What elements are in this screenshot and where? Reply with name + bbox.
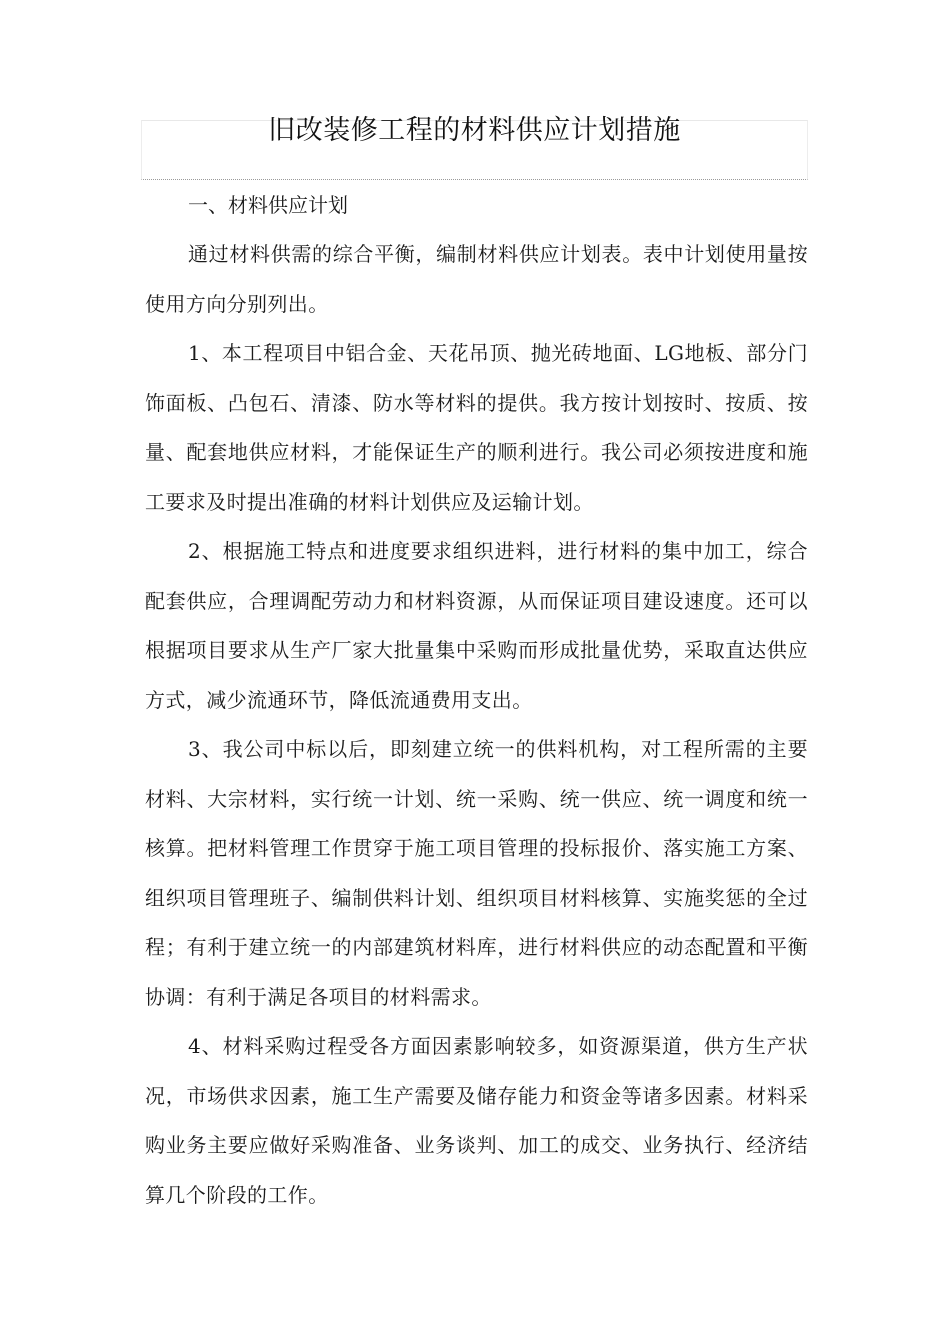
paragraph-item-2: 2、根据施工特点和进度要求组织进料，进行材料的集中加工，综合配套供应，合理调配劳动力和材料资源，从而保证项目建设速度。还可以根据项目要求从生产厂家大批量集中采购而形成批量优势，采取直达供应方式，减少流通环节，降低流通费用支出。 <box>145 539 808 712</box>
paragraph-item-1: 1、本工程项目中铝合金、天花吊顶、抛光砖地面、LG地板、部分门饰面板、凸包石、清漆、防水等材料的提供。我方按计划按时、按质、按量、配套地供应材料，才能保证生产的顺利进行。我公司必须按进度和施工要求及时提出准确的材料计划供应及运输计划。 <box>145 341 808 514</box>
paragraph-item-4: 4、材料采购过程受各方面因素影响较多，如资源渠道，供方生产状况，市场供求因素，施工生产需要及储存能力和资金等诸多因素。材料采购业务主要应做好采购准备、业务谈判、加工的成交、业务执行、经济结算几个阶段的工作。 <box>145 1034 808 1207</box>
paragraph-item-3: 3、我公司中标以后，即刻建立统一的供料机构，对工程所需的主要材料、大宗材料，实行统一计划、统一采购、统一供应、统一调度和统一核算。把材料管理工作贯穿于施工项目管理的投标报价、落实施工方案、组织项目管理班子、编制供料计划、组织项目材料核算、实施奖惩的全过程；有利于建立统一的内部建筑材料库，进行材料供应的动态配置和平衡协调：有利于满足各项目的材料需求。 <box>145 737 808 1009</box>
paragraph-intro: 通过材料供需的综合平衡，编制材料供应计划表。表中计划使用量按使用方向分别列出。 <box>145 242 808 316</box>
document-body <box>145 181 808 1220</box>
document-title: 旧改装修工程的材料供应计划措施 <box>268 115 681 146</box>
title-box <box>141 115 808 180</box>
section-heading: 一、材料供应计划 <box>188 193 348 217</box>
